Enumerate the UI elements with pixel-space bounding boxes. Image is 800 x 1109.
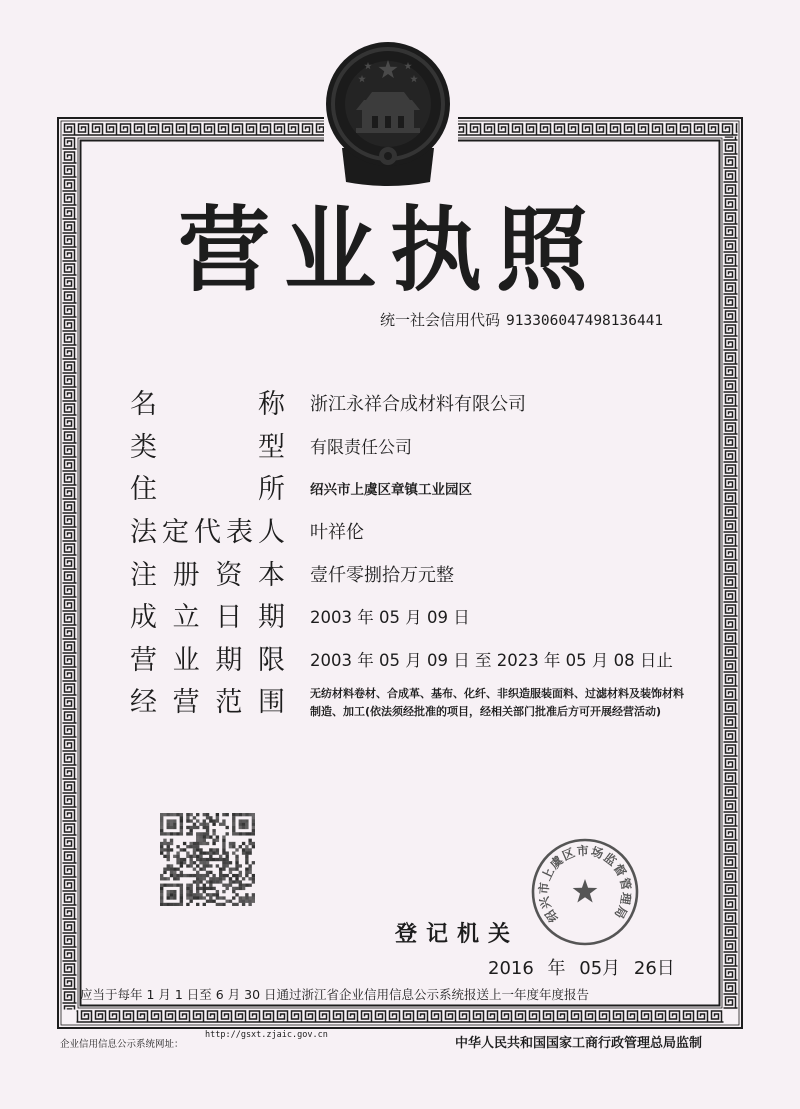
website-url: http://gsxt.zjaic.gov.cn [205, 1030, 328, 1040]
field-value-scope: 无纺材料卷材、合成革、基布、化纤、非织造服装面料、过滤材料及装饰材料制造、加工(依法须经批准的项目，经相关部门批准后方可开展经营活动) [310, 687, 684, 719]
field-row-address [130, 469, 710, 512]
credit-code-line [380, 311, 663, 330]
field-label-name: 名 称 [130, 389, 285, 421]
registration-authority: 登记机关 [395, 922, 520, 947]
field-row-established [130, 597, 710, 640]
field-row-capital [130, 554, 710, 597]
field-row-scope [130, 682, 710, 725]
license-title: 营业执照 [178, 197, 603, 304]
qr-code [160, 813, 255, 906]
website-label: 企业信用信息公示系统网址： [60, 1039, 184, 1050]
field-label-type: 类 型 [130, 431, 285, 463]
field-label-capital: 注 册 资 本 [130, 559, 285, 591]
field-label-term: 营 业 期 限 [130, 644, 285, 676]
license-fields [130, 384, 710, 725]
field-label-legal-rep: 法 定 代 表 人 [130, 516, 285, 548]
credit-code-label: 统一社会信用代码 [380, 311, 501, 329]
field-value-name: 浙江永祥合成材料有限公司 [310, 394, 526, 416]
annual-report-notice: 应当于每年 1 月 1 日至 6 月 30 日通过浙江省企业信用信息公示系统报送上一年度年度报告 [80, 987, 590, 1002]
supervisor-note: 中华人民共和国国家工商行政管理总局监制 [455, 1036, 703, 1051]
field-value-legal-rep: 叶祥伦 [310, 521, 364, 543]
official-seal [525, 835, 645, 950]
field-row-name [130, 384, 710, 427]
field-label-address: 住 所 [130, 474, 285, 506]
seal-star-icon [573, 879, 598, 903]
field-value-capital: 壹仟零捌拾万元整 [310, 564, 454, 586]
credit-code-value: 913306047498136441 [506, 313, 664, 329]
national-emblem-icon [316, 36, 460, 188]
field-value-term: 2003 年 05 月 09 日 至 2023 年 05 月 08 日止 [310, 650, 673, 670]
field-row-legal-rep [130, 512, 710, 555]
field-row-term [130, 639, 710, 682]
seal-text: 绍兴市上虞区市场监督管理局 [536, 843, 634, 925]
field-label-scope: 经 营 范 围 [130, 687, 285, 719]
field-row-type [130, 427, 710, 470]
field-value-established: 2003 年 05 月 09 日 [310, 608, 470, 628]
field-label-established: 成 立 日 期 [130, 602, 285, 634]
field-value-type: 有限责任公司 [310, 437, 412, 458]
field-value-address: 绍兴市上虞区章镇工业园区 [310, 482, 472, 499]
issue-date: 2016 年 05月 26日 [488, 958, 675, 979]
